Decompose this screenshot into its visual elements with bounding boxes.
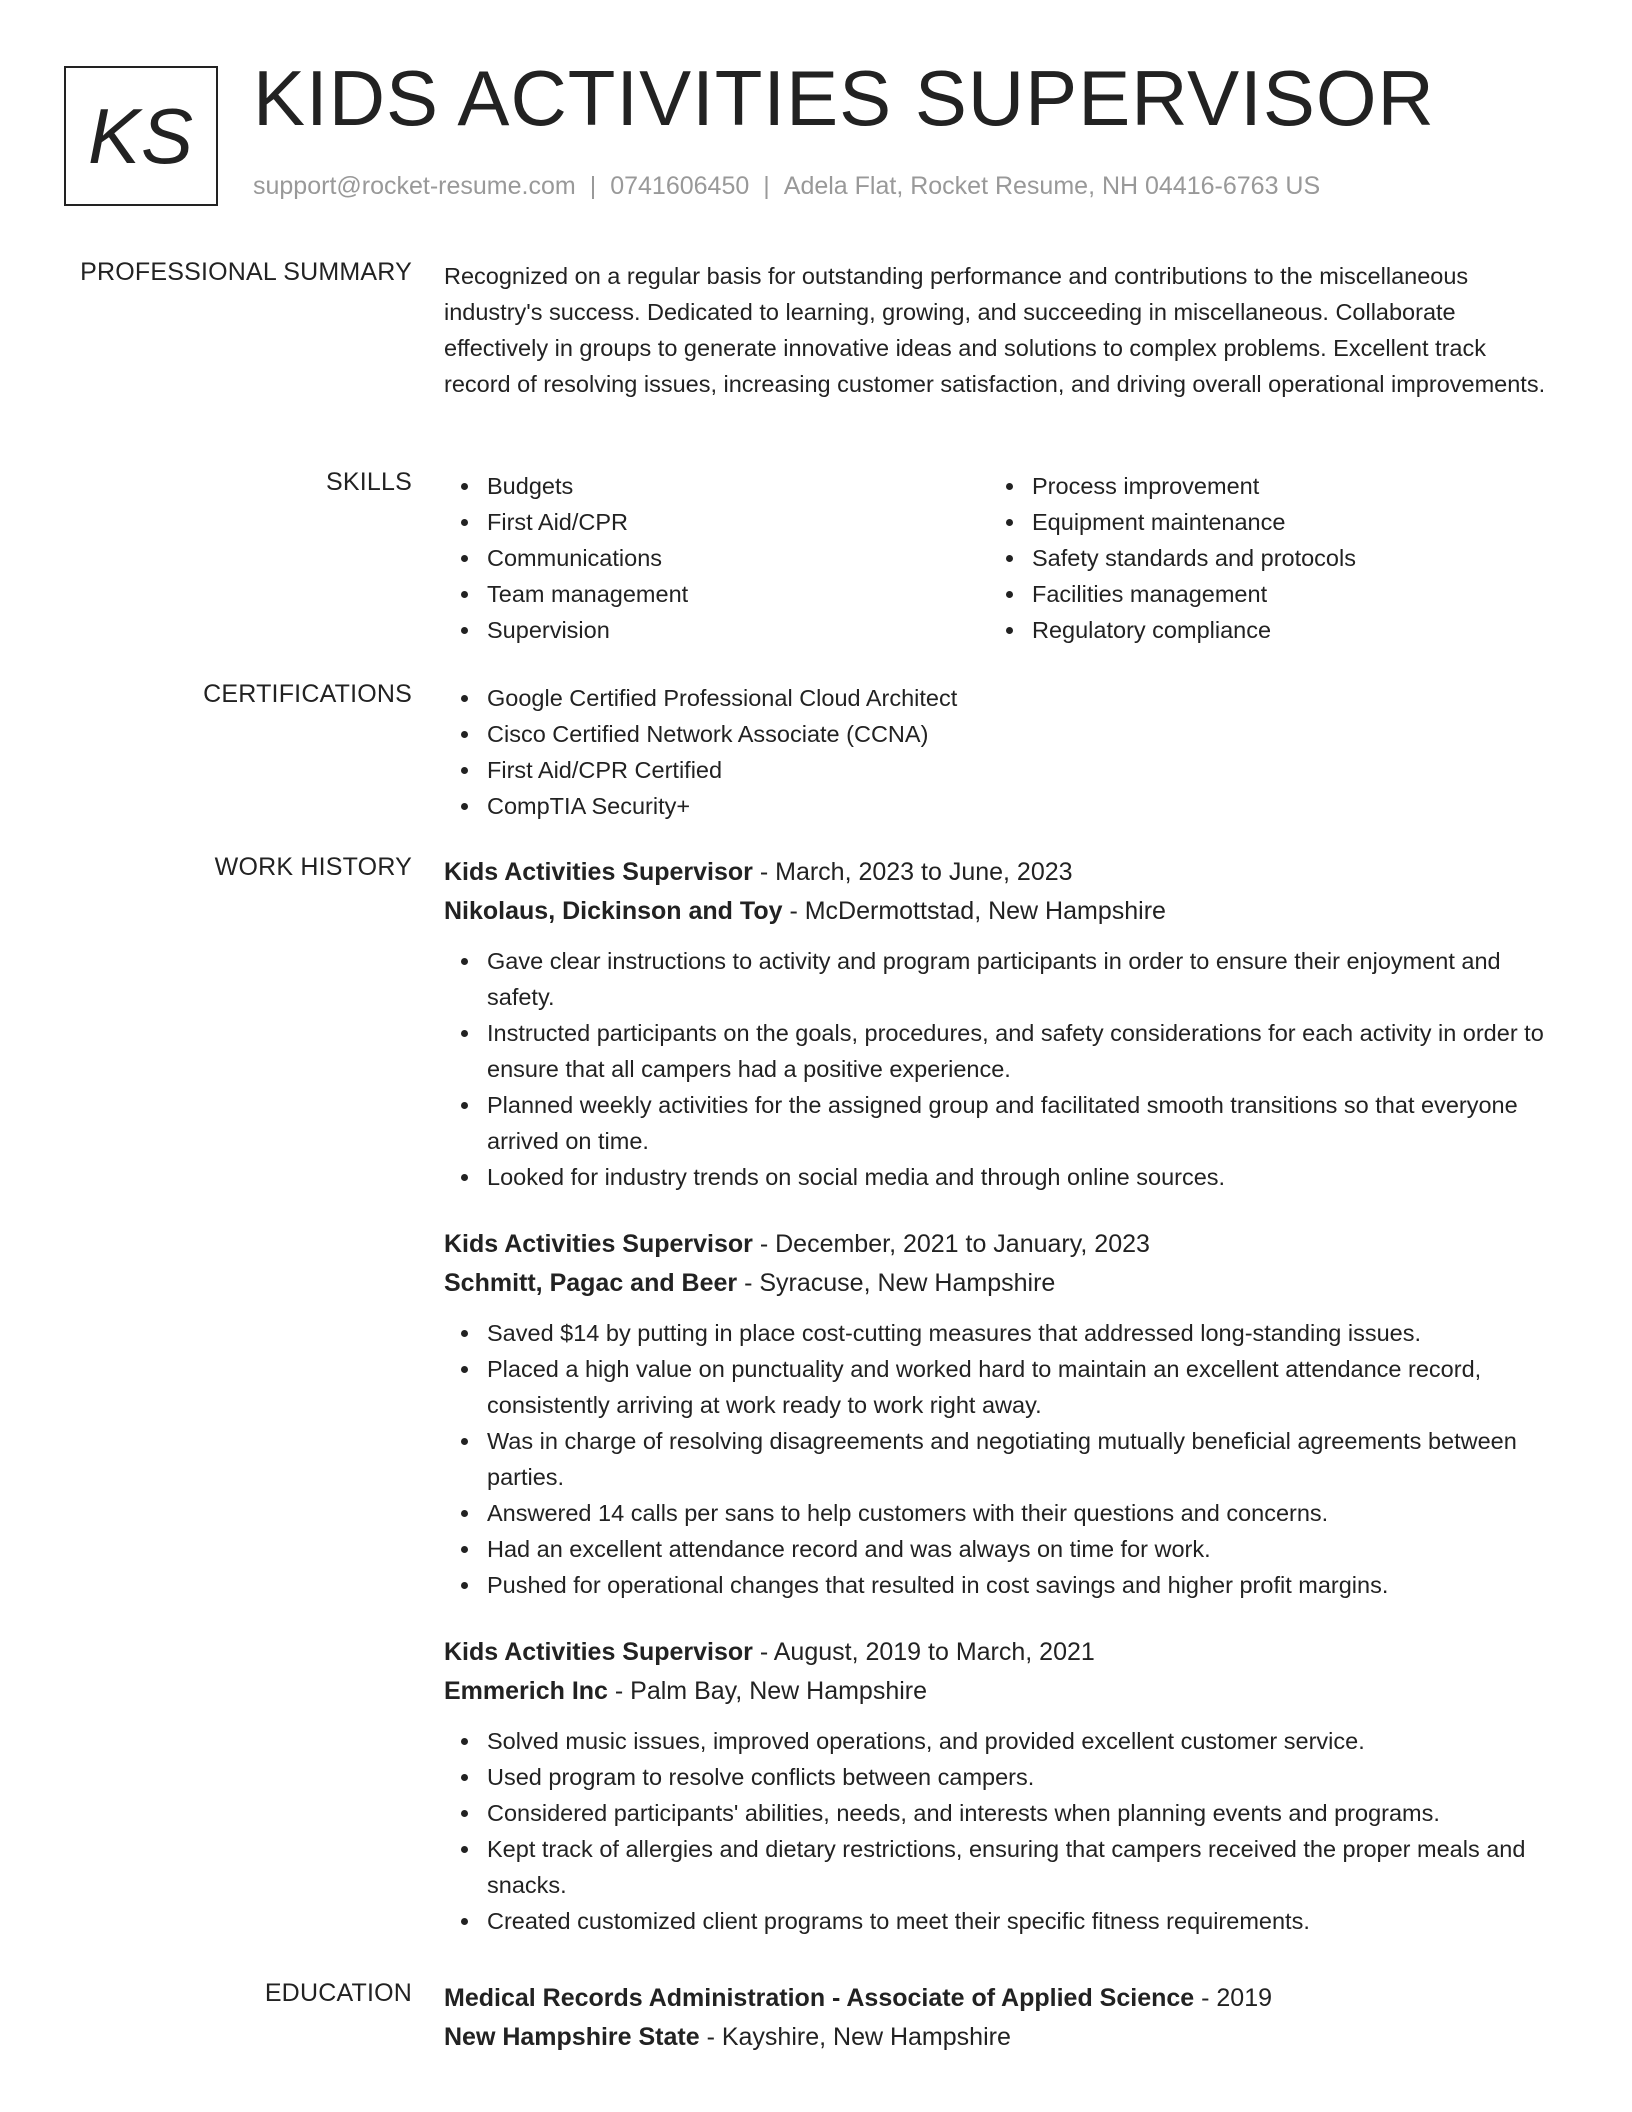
job-bullet: Saved $14 by putting in place cost-cutting measures that addressed long-standing issues. (444, 1315, 1554, 1351)
job-title: Kids Activities Supervisor (444, 1638, 753, 1666)
skill-item: Safety standards and protocols (989, 540, 1534, 576)
certifications-list (444, 680, 1554, 824)
job-location: - Palm Bay, New Hampshire (607, 1677, 928, 1705)
contact-email: support@rocket-resume.com (253, 172, 576, 200)
section-label-education: EDUCATION (264, 1979, 412, 2007)
section-label-summary: PROFESSIONAL SUMMARY (80, 258, 412, 286)
contact-phone: 0741606450 (610, 172, 750, 200)
contact-separator: | (763, 172, 770, 200)
job-dates: - March, 2023 to June, 2023 (752, 858, 1073, 886)
section-label-certifications: CERTIFICATIONS (203, 680, 412, 708)
skill-item: Facilities management (989, 576, 1534, 612)
education-location: - Kayshire, New Hampshire (699, 2023, 1011, 2051)
job-bullet: Created customized client programs to meet their specific fitness requirements. (444, 1903, 1554, 1939)
job-bullet: Considered participants' abilities, needs, and interests when planning events and programs. (444, 1795, 1554, 1831)
job-bullet: Solved music issues, improved operations, and provided excellent customer service. (444, 1723, 1554, 1759)
certification-item: First Aid/CPR Certified (444, 752, 1554, 788)
job-bullets (444, 1315, 1554, 1603)
contact-line (253, 172, 1320, 201)
education-year: - 2019 (1194, 1984, 1273, 2012)
education-school-line (444, 2018, 1554, 2057)
work-history-body (444, 853, 1554, 1969)
skill-item: Supervision (444, 612, 989, 648)
skill-item: First Aid/CPR (444, 504, 989, 540)
skill-item: Communications (444, 540, 989, 576)
certification-item: Google Certified Professional Cloud Architect (444, 680, 1554, 716)
job-dates: - August, 2019 to March, 2021 (752, 1638, 1095, 1666)
skill-item: Process improvement (989, 468, 1534, 504)
education-degree: Medical Records Administration - Associate of Applied Science (444, 1984, 1195, 2012)
job-location: - Syracuse, New Hampshire (737, 1269, 1056, 1297)
job-company: Schmitt, Pagac and Beer (444, 1269, 738, 1297)
contact-separator: | (589, 172, 597, 200)
job-bullet: Was in charge of resolving disagreements and negotiating mutually beneficial agreements between parties. (444, 1423, 1554, 1495)
skills-grid (444, 468, 1554, 648)
skills-column-left (444, 468, 989, 648)
job-entry (444, 853, 1554, 1195)
job-title-line (444, 1225, 1554, 1264)
job-location: - McDermottstad, New Hampshire (782, 897, 1166, 925)
skill-item: Equipment maintenance (989, 504, 1534, 540)
job-title-line (444, 1633, 1554, 1672)
job-bullet: Used program to resolve conflicts between campers. (444, 1759, 1554, 1795)
certification-item: Cisco Certified Network Associate (CCNA) (444, 716, 1554, 752)
skills-column-right (989, 468, 1534, 648)
job-title: Kids Activities Supervisor (444, 1230, 753, 1258)
job-bullets (444, 1723, 1554, 1939)
education-school: New Hampshire State (444, 2023, 700, 2051)
job-bullet: Gave clear instructions to activity and program participants in order to ensure their enjoyment and safety. (444, 943, 1554, 1015)
contact-address: Adela Flat, Rocket Resume, NH 04416-6763 US (783, 172, 1321, 200)
summary-body (444, 258, 1554, 402)
job-bullet: Kept track of allergies and dietary restrictions, ensuring that campers received the proper meals and snacks. (444, 1831, 1554, 1903)
education-body (444, 1979, 1554, 2057)
skill-item: Budgets (444, 468, 989, 504)
certification-item: CompTIA Security+ (444, 788, 1554, 824)
monogram-badge (64, 66, 218, 206)
job-bullet: Planned weekly activities for the assigned group and facilitated smooth transitions so that everyone arrived on time. (444, 1087, 1554, 1159)
skills-body (444, 468, 1554, 648)
job-company: Emmerich Inc (444, 1677, 608, 1705)
job-entry (444, 1633, 1554, 1939)
job-bullet: Had an excellent attendance record and was always on time for work. (444, 1531, 1554, 1567)
job-bullets (444, 943, 1554, 1195)
certifications-body (444, 680, 1554, 824)
job-title-line (444, 853, 1554, 892)
section-label-skills: SKILLS (326, 468, 412, 496)
monogram-initials: KS (87, 91, 195, 180)
job-entry (444, 1225, 1554, 1603)
job-dates: - December, 2021 to January, 2023 (752, 1230, 1150, 1258)
job-company-line (444, 1264, 1554, 1303)
job-bullet: Instructed participants on the goals, procedures, and safety considerations for each activity in order to ensure that all campers had a positive experience. (444, 1015, 1554, 1087)
job-company-line (444, 892, 1554, 931)
job-bullet: Looked for industry trends on social media and through online sources. (444, 1159, 1554, 1195)
section-label-work-history: WORK HISTORY (214, 853, 412, 881)
skill-item: Team management (444, 576, 989, 612)
summary-text: Recognized on a regular basis for outstanding performance and contributions to the miscellaneous industry's success. Dedicated to learning, growing, and succeeding in miscellaneous. Collaborate effectively in groups to generate innovative ideas and solutions to complex problems. Excellent track record of resolving issues, increasing customer satisfaction, and driving overall operational improvements. (444, 263, 1546, 397)
candidate-name: KIDS ACTIVITIES SUPERVISOR (253, 54, 1435, 142)
education-degree-line (444, 1979, 1554, 2018)
job-title: Kids Activities Supervisor (444, 858, 753, 886)
job-bullet: Answered 14 calls per sans to help customers with their questions and concerns. (444, 1495, 1554, 1531)
job-company: Nikolaus, Dickinson and Toy (444, 897, 783, 925)
job-bullet: Placed a high value on punctuality and worked hard to maintain an excellent attendance record, consistently arriving at work ready to work right away. (444, 1351, 1554, 1423)
skill-item: Regulatory compliance (989, 612, 1534, 648)
job-company-line (444, 1672, 1554, 1711)
job-bullet: Pushed for operational changes that resulted in cost savings and higher profit margins. (444, 1567, 1554, 1603)
